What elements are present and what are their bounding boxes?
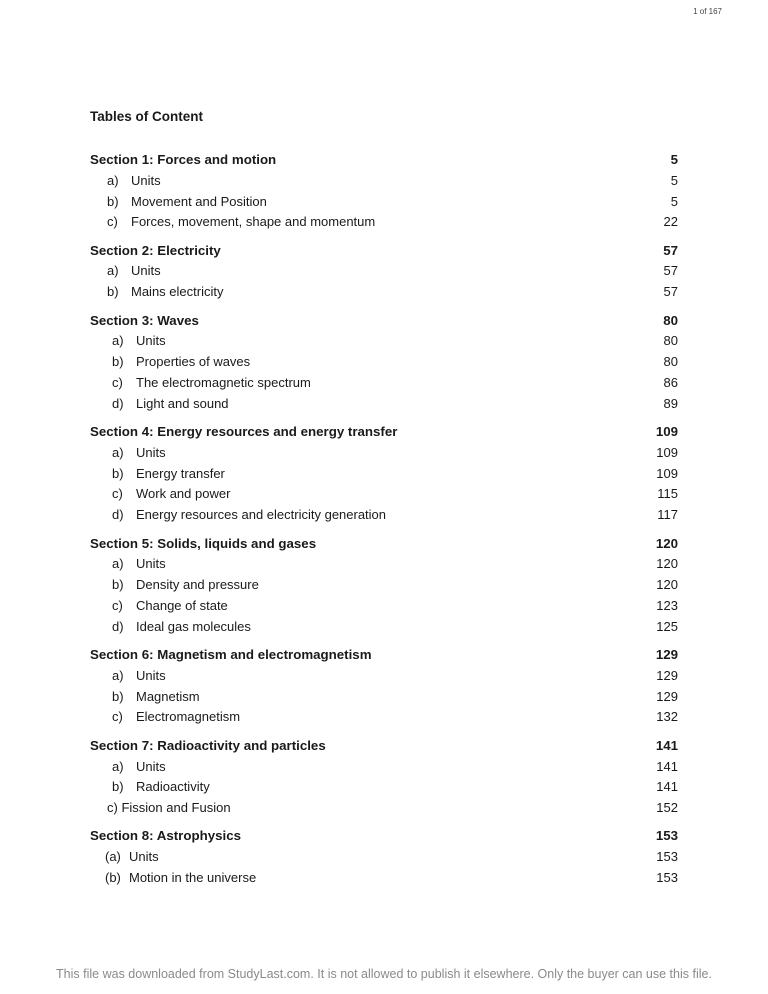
- entry-label: Units: [136, 667, 166, 683]
- section-title: Section 1: Forces and motion: [90, 152, 277, 167]
- entry-label: Fission and Fusion: [121, 800, 231, 816]
- entry-label: Radioactivity: [136, 779, 210, 795]
- toc-entry[interactable]: [90, 757, 678, 778]
- entry-letter: c): [112, 374, 123, 390]
- toc-entry[interactable]: [90, 192, 678, 213]
- toc-entry[interactable]: [90, 707, 678, 728]
- entry-page-number: 129: [656, 667, 678, 683]
- toc-section-heading[interactable]: [90, 534, 678, 555]
- entry-label: Energy resources and electricity generation: [136, 507, 387, 523]
- entry-label: Density and pressure: [136, 577, 259, 593]
- entry-label: Units: [136, 556, 166, 572]
- entry-label: Units: [136, 758, 166, 774]
- entry-letter: c): [107, 800, 118, 816]
- entry-letter: a): [107, 263, 119, 279]
- entry-page-number: 5: [670, 193, 678, 209]
- section-page-number: 153: [655, 828, 678, 844]
- toc-entry[interactable]: [90, 777, 678, 798]
- entry-label: Units: [136, 444, 166, 460]
- entry-label: Forces, movement, shape and momentum: [131, 214, 376, 230]
- entry-label: Magnetism: [136, 688, 200, 704]
- entry-page-number: 152: [656, 800, 678, 816]
- entry-label: Units: [129, 849, 159, 865]
- toc-section-heading[interactable]: [90, 736, 678, 757]
- section-title: Section 4: Energy resources and energy transfer: [90, 424, 398, 440]
- section-title: Section 7: Radioactivity and particles: [90, 737, 326, 753]
- entry-page-number: 57: [663, 263, 678, 279]
- toc-entry[interactable]: [90, 443, 678, 464]
- entry-page-number: 129: [656, 688, 678, 704]
- toc-entry[interactable]: [90, 373, 678, 394]
- section-page-number: 5: [670, 152, 678, 167]
- entry-letter: a): [112, 758, 124, 774]
- entry-page-number: 141: [656, 779, 678, 795]
- entry-page-number: 120: [656, 577, 678, 593]
- toc-section-heading[interactable]: [90, 826, 678, 847]
- entry-letter: a): [112, 556, 124, 572]
- entry-label: Movement and Position: [131, 193, 267, 209]
- entry-label: Electromagnetism: [136, 709, 241, 725]
- toc-section-2: [90, 241, 678, 303]
- toc-section-heading[interactable]: [90, 311, 678, 332]
- entry-page-number: 109: [656, 444, 678, 460]
- entry-page-number: 125: [656, 618, 678, 634]
- toc-section-heading[interactable]: [90, 150, 678, 171]
- toc-section-5: [90, 534, 678, 638]
- toc-entry[interactable]: [90, 282, 678, 303]
- toc-entry[interactable]: [90, 171, 678, 192]
- section-page-number: 120: [655, 535, 678, 551]
- entry-page-number: 153: [656, 870, 678, 885]
- entry-label: Units: [136, 333, 166, 349]
- section-title: Section 6: Magnetism and electromagnetism: [90, 647, 372, 663]
- entry-letter: b): [112, 354, 124, 370]
- entry-letter: b): [107, 193, 119, 209]
- toc-section-4: [90, 422, 678, 526]
- toc-entry[interactable]: [90, 798, 678, 819]
- toc-entry[interactable]: [90, 352, 678, 373]
- entry-letter: b): [112, 577, 124, 593]
- toc-entry[interactable]: [90, 331, 678, 352]
- toc-entry[interactable]: [90, 666, 678, 687]
- toc-entry[interactable]: [90, 394, 678, 415]
- table-of-contents: [90, 150, 678, 896]
- entry-label: Units: [131, 263, 161, 279]
- entry-letter: b): [112, 688, 124, 704]
- entry-letter: d): [112, 395, 124, 411]
- entry-page-number: 89: [663, 395, 678, 411]
- toc-entry[interactable]: [90, 212, 678, 233]
- section-page-number: 141: [655, 737, 678, 753]
- footer-watermark: This file was downloaded from StudyLast.com. It is not allowed to publish it elsewhere. Only the buyer can use this file.: [56, 967, 712, 981]
- section-page-number: 129: [655, 647, 678, 663]
- entry-page-number: 5: [670, 172, 678, 188]
- section-title: Section 5: Solids, liquids and gases: [90, 535, 317, 551]
- entry-letter: b): [107, 284, 119, 300]
- entry-page-number: 132: [656, 709, 678, 725]
- entry-page-number: 80: [663, 333, 678, 349]
- document-title: Tables of Content: [90, 109, 203, 124]
- entry-letter: c): [112, 709, 123, 725]
- entry-label: Light and sound: [136, 395, 229, 411]
- entry-letter: c): [112, 597, 123, 613]
- entry-label: The electromagnetic spectrum: [136, 374, 311, 390]
- toc-section-heading[interactable]: [90, 645, 678, 666]
- entry-letter: b): [112, 779, 124, 795]
- entry-label: Units: [131, 172, 161, 188]
- section-title: Section 2: Electricity: [90, 242, 221, 258]
- entry-letter: d): [112, 507, 124, 523]
- entry-page-number: 123: [656, 597, 678, 613]
- entry-letter: c): [107, 214, 118, 230]
- toc-section-heading[interactable]: [90, 241, 678, 262]
- section-page-number: 80: [663, 312, 678, 328]
- toc-entry[interactable]: [90, 484, 678, 505]
- entry-page-number: 57: [663, 284, 678, 300]
- entry-label: Mains electricity: [131, 284, 224, 300]
- entry-page-number: 117: [657, 507, 678, 523]
- toc-section-1: [90, 150, 678, 233]
- entry-label: Motion in the universe: [129, 870, 257, 885]
- entry-letter: c): [112, 486, 123, 502]
- entry-page-number: 153: [656, 849, 678, 865]
- entry-page-number: 86: [663, 374, 678, 390]
- entry-page-number: 109: [656, 465, 678, 481]
- entry-page-number: 22: [663, 214, 678, 230]
- section-page-number: 57: [663, 242, 678, 258]
- entry-letter: (b): [105, 870, 121, 885]
- page-number: 1 of 167: [693, 7, 722, 16]
- section-title: Section 8: Astrophysics: [90, 828, 241, 844]
- entry-label: Work and power: [136, 486, 231, 502]
- entry-label: Energy transfer: [136, 465, 225, 481]
- entry-page-number: 80: [663, 354, 678, 370]
- toc-section-8: [90, 826, 678, 888]
- toc-section-3: [90, 311, 678, 415]
- entry-letter: a): [112, 333, 124, 349]
- entry-letter: b): [112, 465, 124, 481]
- toc-entry[interactable]: [90, 575, 678, 596]
- entry-page-number: 115: [657, 486, 678, 502]
- entry-page-number: 141: [656, 758, 678, 774]
- toc-entry[interactable]: [90, 505, 678, 526]
- toc-section-heading[interactable]: [90, 422, 678, 443]
- toc-entry[interactable]: [90, 868, 678, 889]
- entry-page-number: 120: [656, 556, 678, 572]
- toc-entry[interactable]: [90, 596, 678, 617]
- entry-letter: a): [112, 444, 124, 460]
- toc-entry[interactable]: [90, 617, 678, 638]
- toc-entry[interactable]: [90, 847, 678, 868]
- section-page-number: 109: [655, 424, 678, 440]
- entry-label: Change of state: [136, 597, 228, 613]
- toc-entry[interactable]: [90, 554, 678, 575]
- entry-letter: d): [112, 618, 124, 634]
- entry-label: Ideal gas molecules: [136, 618, 251, 634]
- section-title: Section 3: Waves: [90, 312, 199, 328]
- toc-section-7: [90, 736, 678, 819]
- entry-letter: a): [107, 172, 119, 188]
- entry-letter: a): [112, 667, 124, 683]
- entry-letter: (a): [105, 849, 121, 865]
- toc-entry[interactable]: [90, 261, 678, 282]
- toc-section-6: [90, 645, 678, 728]
- entry-label: Properties of waves: [136, 354, 251, 370]
- toc-entry[interactable]: [90, 687, 678, 708]
- toc-entry[interactable]: [90, 464, 678, 485]
